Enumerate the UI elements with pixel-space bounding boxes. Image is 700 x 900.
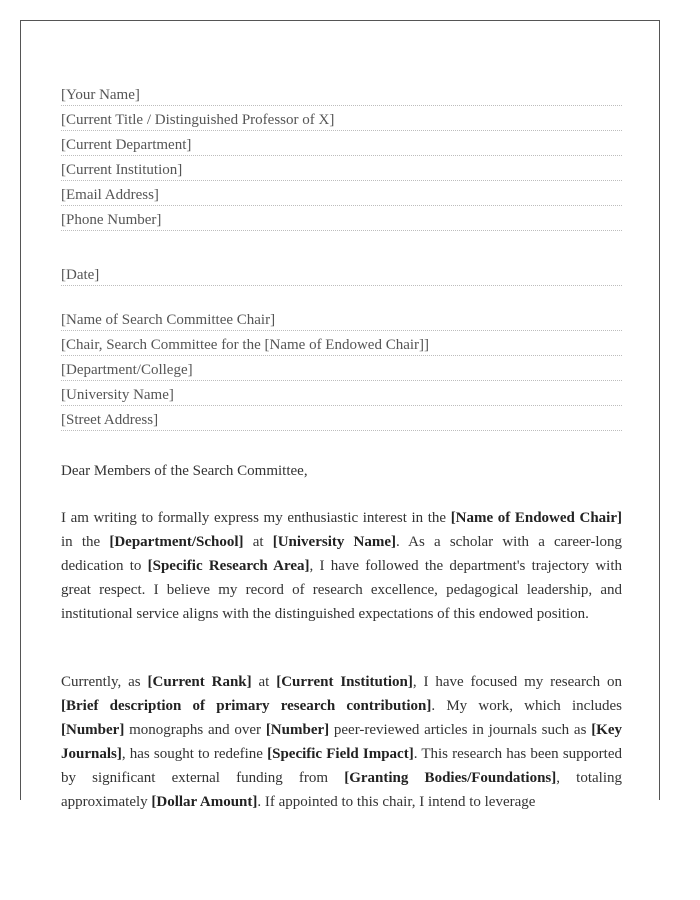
placeholder-department: [Department/School]	[109, 534, 244, 550]
sender-institution-field[interactable]: [Current Institution]	[61, 156, 622, 181]
recipient-street-field[interactable]: [Street Address]	[61, 406, 622, 431]
date-field[interactable]: [Date]	[61, 261, 622, 286]
recipient-role-field[interactable]: [Chair, Search Committee for the [Name of Endowed Chair]]	[61, 331, 622, 356]
sender-phone-field[interactable]: [Phone Number]	[61, 206, 622, 231]
placeholder-current-institution: [Current Institution]	[276, 674, 413, 690]
placeholder-dollar-amount: [Dollar Amount]	[151, 794, 258, 810]
body-paragraph-1: I am writing to formally express my enthusiastic interest in the [Name of Endowed Chair] in the [Department/School] at [University Name]. As a scholar with a career-long dedication to [Specific Research Area], I have followed the department's trajectory with great respect. I believe my record of research excellence, pedagogical leadership, and institutional service aligns with the distinguished expectations of this endowed position.	[61, 510, 623, 622]
placeholder-monograph-count: [Number]	[61, 722, 125, 738]
sender-email-field[interactable]: [Email Address]	[61, 181, 622, 206]
salutation: Dear Members of the Search Committee,	[61, 463, 308, 479]
letter-page	[20, 20, 660, 810]
placeholder-research-contribution: [Brief description of primary research contribution]	[61, 698, 432, 714]
sender-department-field[interactable]: [Current Department]	[61, 131, 622, 156]
placeholder-research-area: [Specific Research Area]	[147, 558, 310, 574]
body-paragraph-2: Currently, as [Current Rank] at [Current Institution], I have focused my research on [Brief description of primary research contribution]. My work, which includes [Number] monographs and over [Number] peer-reviewed articles in journals such as [Key Journals], has sought to redefine [Specific Field Impact]. This research has been supported by significant external funding from [Granting Bodies/Foundations], totaling approximately [Dollar Amount]. If appointed to this chair, I intend to leverage	[61, 674, 623, 810]
placeholder-current-rank: [Current Rank]	[147, 674, 252, 690]
placeholder-article-count: [Number]	[265, 722, 330, 738]
recipient-university-field[interactable]: [University Name]	[61, 381, 622, 406]
sender-title-field[interactable]: [Current Title / Distinguished Professor of X]	[61, 106, 622, 131]
placeholder-key-journals: [Key Journals]	[61, 722, 623, 762]
placeholder-field-impact: [Specific Field Impact]	[267, 746, 414, 762]
placeholder-university: [University Name]	[272, 534, 397, 550]
sender-name-field[interactable]: [Your Name]	[61, 81, 622, 106]
recipient-name-field[interactable]: [Name of Search Committee Chair]	[61, 306, 622, 331]
placeholder-endowed-chair: [Name of Endowed Chair]	[450, 510, 622, 526]
recipient-department-field[interactable]: [Department/College]	[61, 356, 622, 381]
placeholder-granting-bodies: [Granting Bodies/Foundations]	[344, 770, 557, 786]
